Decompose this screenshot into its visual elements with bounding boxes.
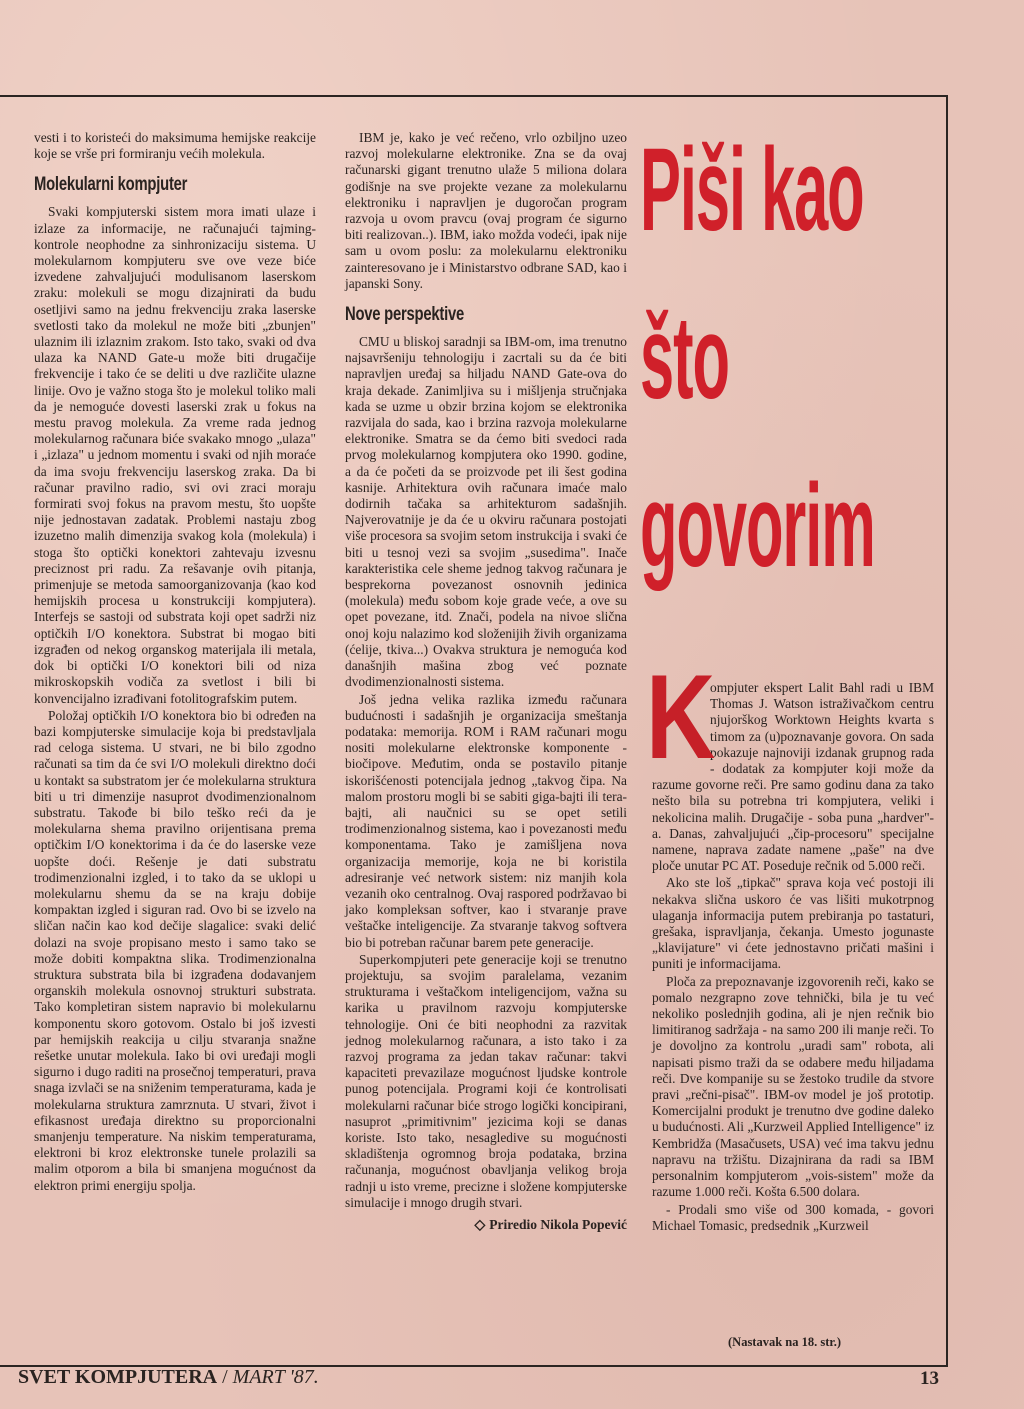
headline — [640, 124, 875, 634]
col2-paragraph-4: Superkompjuteri pete generacije koji se trenutno projektuju, sa svojim paralelama, vezanim strukturama i veštačkom inteligencijom, važna su karika u pravilnom razvoju kompjuterske tehnologije. Oni će biti neophodni za razvitak jednog molekularnog računara, a isto tako i za razvoj programa za jedan takav računar: takvi kapaciteti prevazilaze mogućnost ljudske kontrole punog potencijala. Programi koji će kontrolisati molekularni računar biće strogo logički koncipirani, nasuprot „primitivnim" jezicima koji se danas koriste. Isto tako, nesagledive su mogućnosti skladištenja ogromnog broja podataka, brzina računanja, mogućnost obavljanja velikog broja radnji u isto vreme, precizne i složene kompjuterske simulacije i mnogo drugih stvari. — [345, 951, 627, 1210]
headline-line-1: Piši kao — [640, 124, 864, 256]
page-number: 13 — [920, 1368, 939, 1389]
column-1 — [34, 130, 316, 1195]
col1-paragraph-2: Položaj optičkih I/O konektora bio bi određen na bazi kompjuterske simulacije koja bi predstavljala rad celoga sistema. U stvari, ne bi bilo zgodno računati sa tim da će svi I/O molekuli direktno doći u kontakt sa substratom jer će molekularna struktura biti u tri dimenzije nasuprot dvodimenzionalnom substratu. Takođe bi bilo teško reći da je molekularna shema pravilno orijentisana prema optičkim I/O konektorima i da će do laserske veze uopšte doći. Rešenje je dati substratu trodimenzionalni izgled, i to tako da se uklopi u molekularnu shemu da se na kraju dobije kompaktan izgled i siguran rad. Ovo bi se izvelo na sličan način kao kod dečije slagalice: svaki delić dolazi na svoje propisano mesto i samo tako se može dobiti kompaktna slika. Trodimenzionalna struktura substrata bila bi izgrađena dodavanjem organskih molekula osnovnoj strukturi substrata. Tako kompletiran sistem napravio bi molekularnu komponentu skoro gotovom. Ostalo bi još izvesti par hemijskih reakcija u cilju stvaranja snažne rešetke unutar molekula. Iako bi ovi uređaji mogli sigurno i dugo raditi na prosečnoj temperaturi, prava snaga izvlači se na sniženim temperaturama, kada je molekularna struktura zamrznuta. U stvari, život i efikasnost uređaja direktno su proporcionalni smanjenju temperature. Na niskim temperaturama, elektroni bi kroz elektronske tunele prolazili sa malim otporom a bila bi smanjena mogućnost da elektron primi energiju spolja. — [34, 707, 316, 1193]
headline-line-2: što — [640, 292, 729, 424]
col2-paragraph-2: CMU u bliskoj saradnji sa IBM-om, ima trenutno najsavršeniju tehnologiju i zacrtali su da će biti napravljen uređaj sa hiljadu NAND Gate-ova do kraja dekade. Zanimljiva su i mišljenja stručnjaka kada se uzme u obzir brzina kojom se elektronika razvijala do sada, kao i brzina razvoja molekularne elektronike. Smatra se da ćemo biti svedoci rada prvog molekularnog kompjutera oko 1990. godine, a da će početi da se proizvode pet ili šest godina kasnije. Arhitektura ovih računara imaće malo dodirnih tačaka sa arhitekturom sadašnjih. Najverovatnije je da će u okviru računara postojati više procesora sa svojim setom instrukcija i svaki će biti u tesnoj vezi sa svojim „susedima". Inače karakteristika cele sheme jednog takvog računara je besprekorna povezanost osnovnih jedinica (molekula) među sobom koje grade veće, a ove su opet povezane, itd. Znači, podela na nivoe slična onoj koju nalazimo kod složenijih živih organizama (ćelije, tkiva...) Ovakva struktura je nemoguća kod današnjih mašina zbog već poznate dvodimenzionalnosti sistema. — [345, 334, 627, 690]
drop-cap: K — [646, 650, 716, 784]
col2-paragraph-1: IBM je, kako je već rečeno, vrlo ozbiljno uzeo razvoj molekularne elektronike. Zna se da ovaj računarski gigant trenutno ulaže 5 miliona dolara godišnje na sve projekte vezane za molekularnu elektroniku i napravljen je dugoročan program razvoja u ovom pravcu (ovaj program će sigurno biti realizovan..). IBM, iako možda vodeći, ipak nije sam u ovom poslu: za molekularnu elektroniku zainteresovano je i Ministarstvo odbrane SAD, kao i japanski Sony. — [345, 130, 627, 291]
footer-masthead — [18, 1366, 319, 1389]
footer-separator: / — [217, 1366, 233, 1388]
col3-paragraph-1: ompjuter ekspert Lalit Bahl radi u IBM Thomas J. Watson istraživačkom centru njujorškog Worktown Heights kvarta s timom za (u)poznavanje govora. On sada pokazuje najnoviji izdanak grupnog rada - dodatak za kompjuter koji može da razume govorne reči. Pre samo godinu dana za tako nešto bila su potrebna tri kompjutera, veliki i nekolicina malih. Drugačije - soba puna „hardver"-a. Danas, zahvaljujući „čip-procesoru" specijalne namene, naprava zadate namene „paše" na dve ploče unutar PC AT. Poseduje rečnik od 5.000 reči. — [652, 680, 934, 874]
column-2 — [345, 130, 627, 1234]
issue-date: MART '87. — [232, 1366, 319, 1388]
byline — [345, 1217, 627, 1234]
byline-text: Priredio Nikola Popević — [489, 1217, 627, 1232]
col3-paragraph-4: - Prodali smo više od 300 komada, - govori Michael Tomasic, predsednik „Kurzweil — [652, 1201, 934, 1233]
diamond-icon: ◇ — [474, 1218, 486, 1233]
col1-intro: vesti i to koristeći do maksimuma hemijske reakcije koje se vrše pri formiranju većih molekula. — [34, 130, 316, 162]
col2-paragraph-3: Još jedna velika razlika između računara budućnosti i sadašnjih je organizacija smeštanja podataka: memorija. ROM i RAM računari mogu nositi molekularne elektronske komponente - biočipove. Međutim, onda se postavilo pitanje iskorišćenosti potencijala jednog „takvog čipa. Na malom prostoru mogli bi se sabiti giga-bajti ili tera-bajti, ali naučnici su se opet setili trodimenzionalnog sistema, kao i povezanosti među komponentama. Tako je zamišljena nova organizacija memorije, koja ne bi koristila adresiranje već network sistem: niz manjih kola vezanih oko centralnog. Ovaj raspored podržavao bi jako kompleksan softver, kao i stvaranje prave veštačke inteligencije. Za stvaranje takvog softvera bio bi potreban računar barem pete generacije. — [345, 691, 627, 950]
headline-line-3: govorim — [640, 460, 875, 592]
subheading-molekularni-kompjuter: Molekularni kompjuter — [34, 174, 188, 196]
col1-paragraph-1: Svaki kompjuterski sistem mora imati ulaze i izlaze za informacije, ne računajući tajming-kontrole neophodne za sinhronizaciju sistema. U molekularnom kompjuteru sve ove veze biće izvedene zahvaljujući modulisanom laserskom zraku: molekuli se mogu dizajnirati da budu osetljivi samo na jednu frekvenciju zraka laserske svetlosti tako da molekul ne može biti „zbunjen" ulaznim ili izlaznim zrakom. Isto tako, svaki od dva ulaza ka NAND Gate-u može biti drugačije frekvencije i tako će se deliti u dve različite ulazne linije. Ovo je važno stoga što je molekul toliko mali da je nemoguće dovesti laserski zrak u fokus na mestu pravog molekula. Za vreme rada jednog molekularnog računara biće svakako mnogo „ulaza" i „izlaza" u jednom momentu i svaki od njih moraće da ima svoju frekvenciju laserskog zraka. Da bi računar pravilno radio, svi ovi zraci moraju formirati svoj fokus na pravom mestu, što uopšte nije jednostavan zadatak. Problemi nastaju zbog izuzetno malih dimenzija svakog kola (molekula) i stoga što optički konektori zahtevaju izvesnu preciznost pri radu. Za rešavanje ovih pitanja, primenjuje se metoda samoorganizovanja (kao kod hemijskih procesa u konstrukciji kompjutera). Interfejs se sastoji od substrata koji opet sadrži niz optičkih I/O konektora. Substrat bi mogao biti izgrađen od nekog organskog materijala ili metala, dok bi optički I/O konektori bili od niza mikroskopskih vodiča za svetlost i bili bi konvencijalno izrađivani fotolitografskim putem. — [34, 204, 316, 706]
subheading-nove-perspektive: Nove perspektive — [345, 304, 464, 326]
column-3 — [646, 650, 934, 1235]
col3-paragraph-2: Ako ste loš „tipkač" sprava koja već postoji ili nekakva slična uskoro će vas lišiti mukotrpnog ulaganja informacija putem prebiranja po tastaturi, grešaka, ispravljanja, čekanja. Umesto jogunaste „klavijature" vi ćete jednostavno pričati mašini i puniti je informacijama. — [652, 875, 934, 972]
continued-note: (Nastavak na 18. str.) — [728, 1335, 842, 1349]
magazine-name: SVET KOMPJUTERA — [18, 1366, 218, 1388]
col3-paragraph-3: Ploča za prepoznavanje izgovorenih reči, kako se pomalo nezgrapno zove tehnički, bila je tu već nekoliko poslednjih godina, ali je njen rečnik bio limitiranog sadržaja - na samo 200 ili manje reči. To je dovoljno za kontrolu „uradi sam" robota, ali napisati pismo traži da se odabere među hiljadama reči. Dve kompanije su se žestoko trudile da stvore pravi „rečni-pisač". IBM-ov model je još prototip. Komercijalni produkt je trenutno dve godine daleko u budućnosti. Ali „Kurzweil Applied Intelligence" iz Kembridža (Masačusets, USA) već ima takvu jednu napravu na tržištu. Dizajnirana da radi sa IBM personalnim kompjuterom „vois-sistem" može da razume 1.000 reči. Košta 6.500 dolara. — [652, 973, 934, 1200]
